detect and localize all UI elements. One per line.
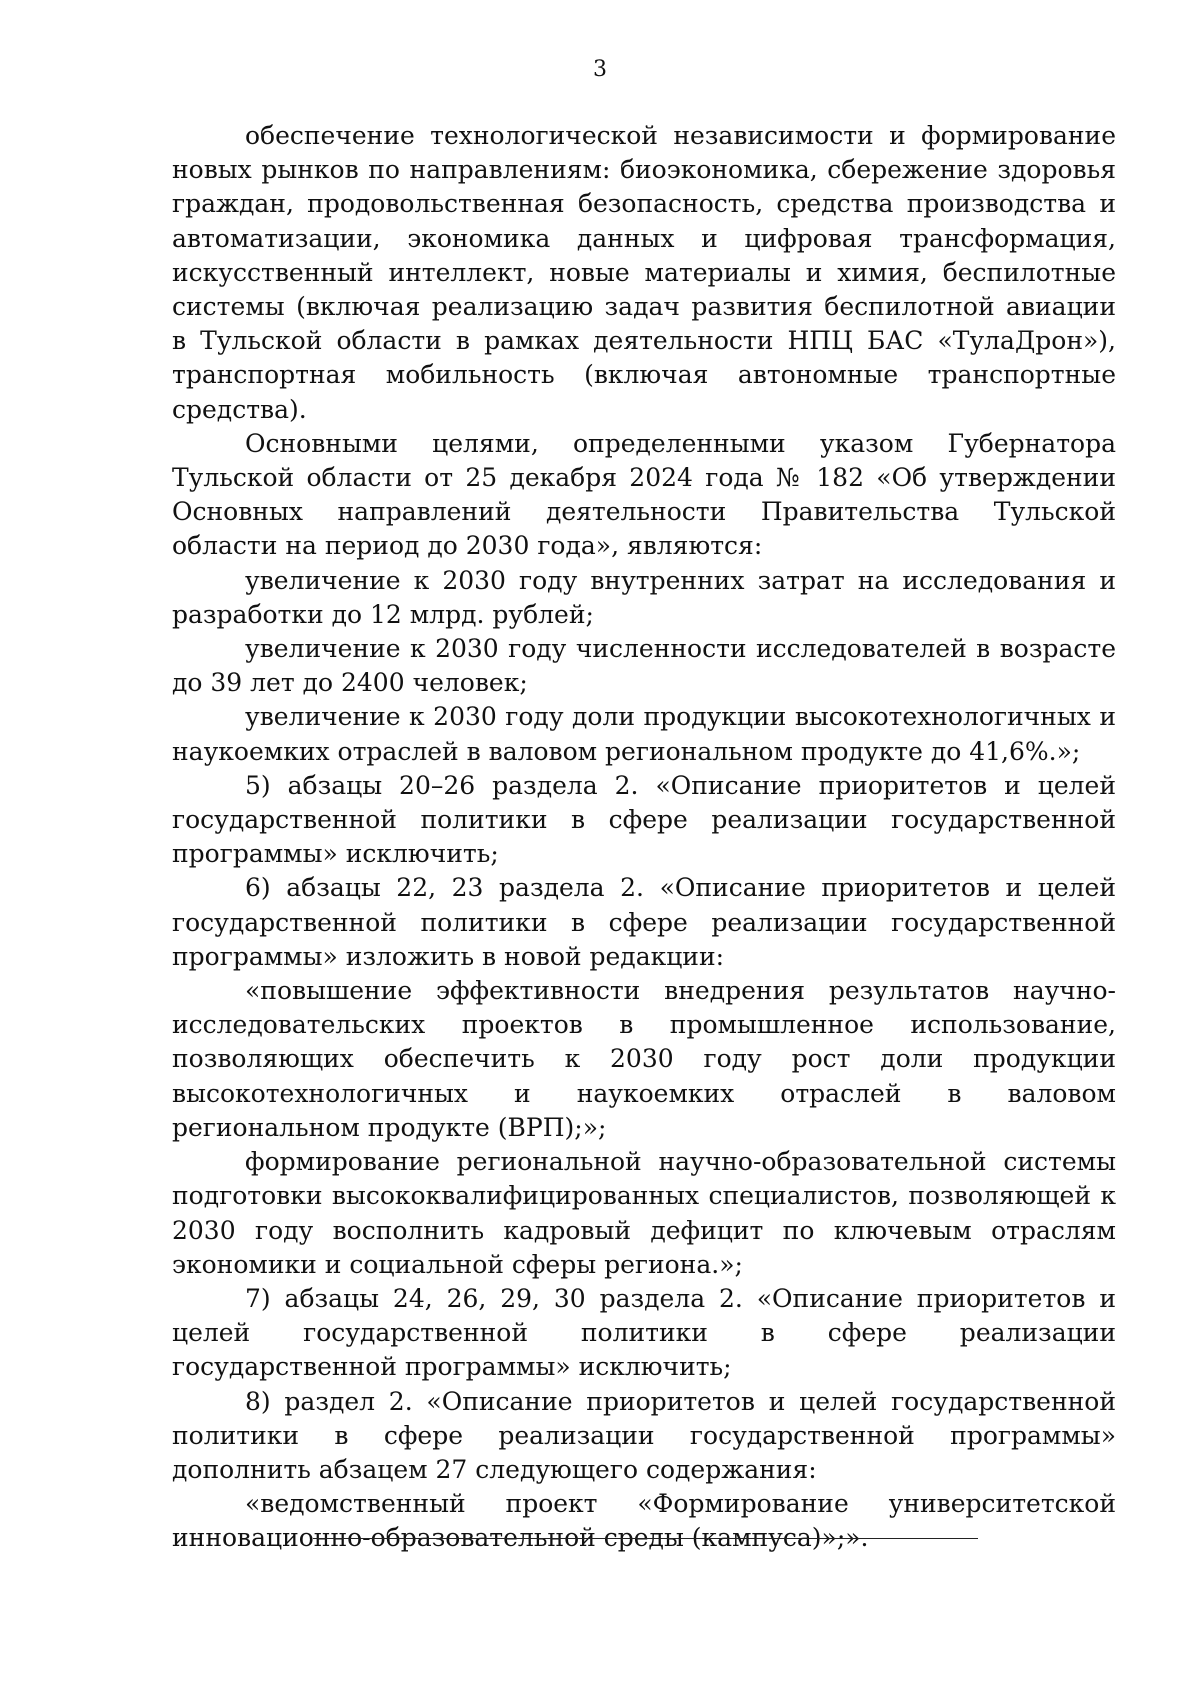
document-body	[172, 119, 1116, 1556]
paragraph: увеличение к 2030 году внутренних затрат на исследования и разработки до 12 млрд. рублей;	[172, 565, 1116, 629]
paragraph: 8) раздел 2. «Описание приоритетов и целей государственной политики в сфере реализации государственной программы» дополнить абзацем 27 следующего содержания:	[172, 1386, 1116, 1484]
paragraph: увеличение к 2030 году численности исследователей в возрасте до 39 лет до 2400 человек;	[172, 634, 1116, 698]
paragraph: «повышение эффективности внедрения результатов научно-исследовательских проектов в промышленное использование, позволяющих обеспечить к 2030 году рост доли продукции высокотехнологичных и наукоемких отраслей в валовом региональном продукте (ВРП);»;	[172, 976, 1116, 1142]
paragraph: «ведомственный проект «Формирование университетской инновационно-образовательной среды (кампуса)»;».	[172, 1489, 1116, 1553]
paragraph: 5) абзацы 20–26 раздела 2. «Описание приоритетов и целей государственной политики в сфере реализации государственной программы» исключить;	[172, 770, 1116, 869]
paragraph: формирование региональной научно-образовательной системы подготовки высококвалифицированных специалистов, позволяющей к 2030 году восполнить кадровый дефицит по ключевым отраслям экономики и социальной сферы региона.»;	[172, 1147, 1116, 1279]
paragraph: 7) абзацы 24, 26, 29, 30 раздела 2. «Описание приоритетов и целей государственной политики в сфере реализации государственной программы» исключить;	[172, 1283, 1116, 1382]
paragraph: обеспечение технологической независимости и формирование новых рынков по направлениям: биоэкономика, сбережение здоровья граждан, продовольственная безопасность, средства производства и автоматизации, экономика данных и цифровая трансформация, искусственный интеллект, новые материалы и химия, беспилотные системы (включая реализацию задач развития беспилотной авиации в Тульской области в рамках деятельности НПЦ БАС «ТулаДрон»), транспортная мобильность (включая автономные транспортные средства).	[172, 121, 1116, 424]
paragraph: Основными целями, определенными указом Губернатора Тульской области от 25 декабря 2024 года № 182 «Об утверждении Основных направлений деятельности Правительства Тульской области на период до 2030 года», являются:	[172, 428, 1116, 561]
page-number: 3	[593, 57, 607, 82]
paragraph: 6) абзацы 22, 23 раздела 2. «Описание приоритетов и целей государственной политики в сфере реализации государственной программы» изложить в новой редакции:	[172, 873, 1116, 971]
paragraph: увеличение к 2030 году доли продукции высокотехнологичных и наукоемких отраслей в валовом региональном продукте до 41,6%.»;	[172, 702, 1116, 766]
end-of-document-rule	[313, 1538, 978, 1539]
